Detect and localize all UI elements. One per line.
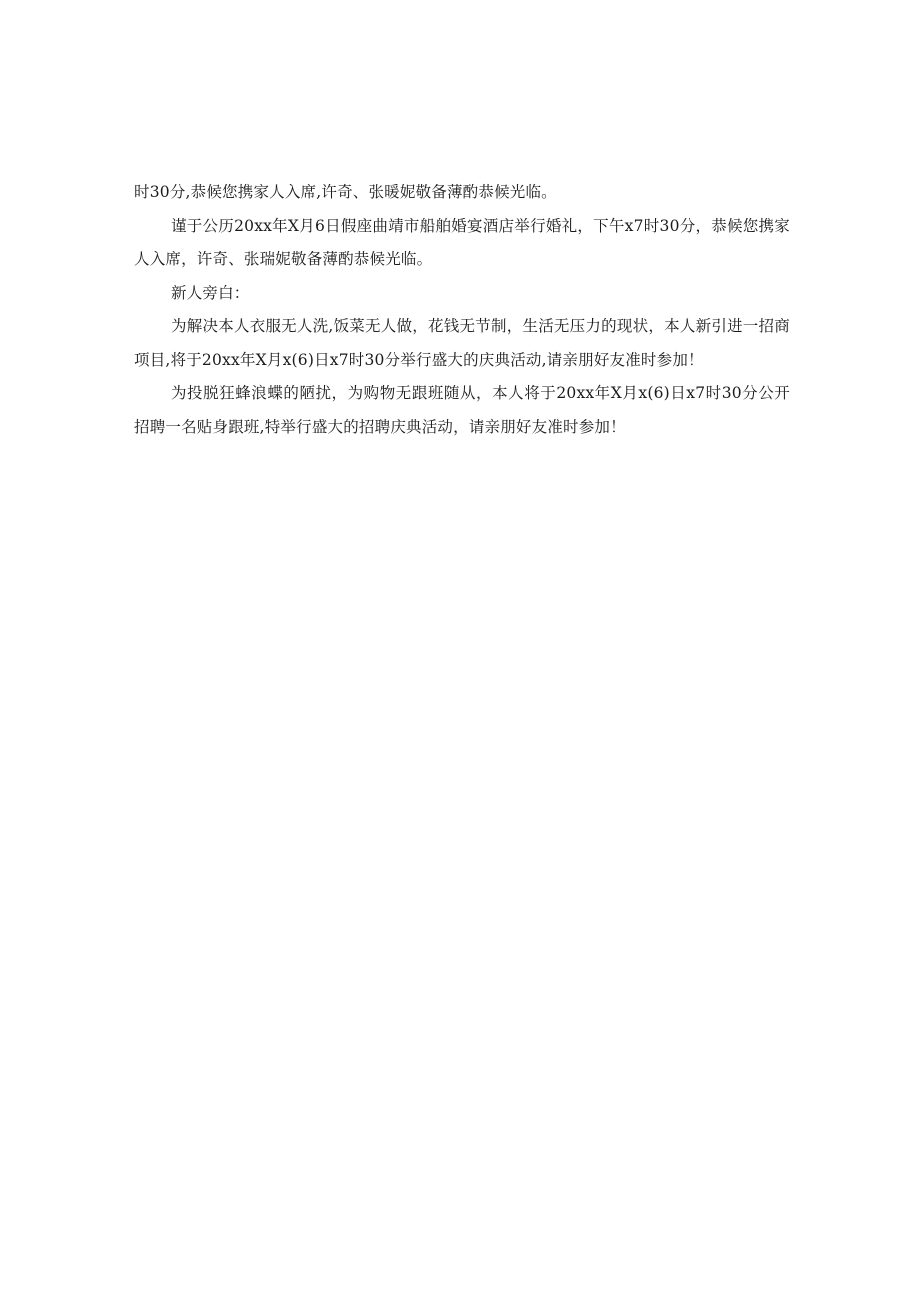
document-body xyxy=(134,176,790,444)
paragraph-aside-1: 为解决本人衣服无人洗,饭菜无人做，花钱无节制，生活无压力的现状，本人新引进一招商项目,将于20xx年X月x(6)日x7时30分举行盛大的庆典活动,请亲朋好友准时参加！ xyxy=(134,317,790,369)
paragraph-aside-2: 为投脱狂蜂浪蝶的陋扰，为购物无跟班随从，本人将于20xx年X月x(6)日x7时30分公开招聘一名贴身跟班,特举行盛大的招聘庆典活动，请亲朋好友准时参加！ xyxy=(134,384,790,436)
paragraph-continuation: 时30分,恭候您携家人入席,许奇、张暖妮敬备薄酌恭候光临。 xyxy=(134,183,557,201)
paragraph-heading-aside: 新人旁白： xyxy=(171,283,250,302)
paragraph-wedding-notice: 谨于公历20xx年X月6日假座曲靖市船舶婚宴酒店举行婚礼，下午x7时30分，恭候您携家人入席，许奇、张瑞妮敬备薄酌恭候光临。 xyxy=(134,216,790,268)
